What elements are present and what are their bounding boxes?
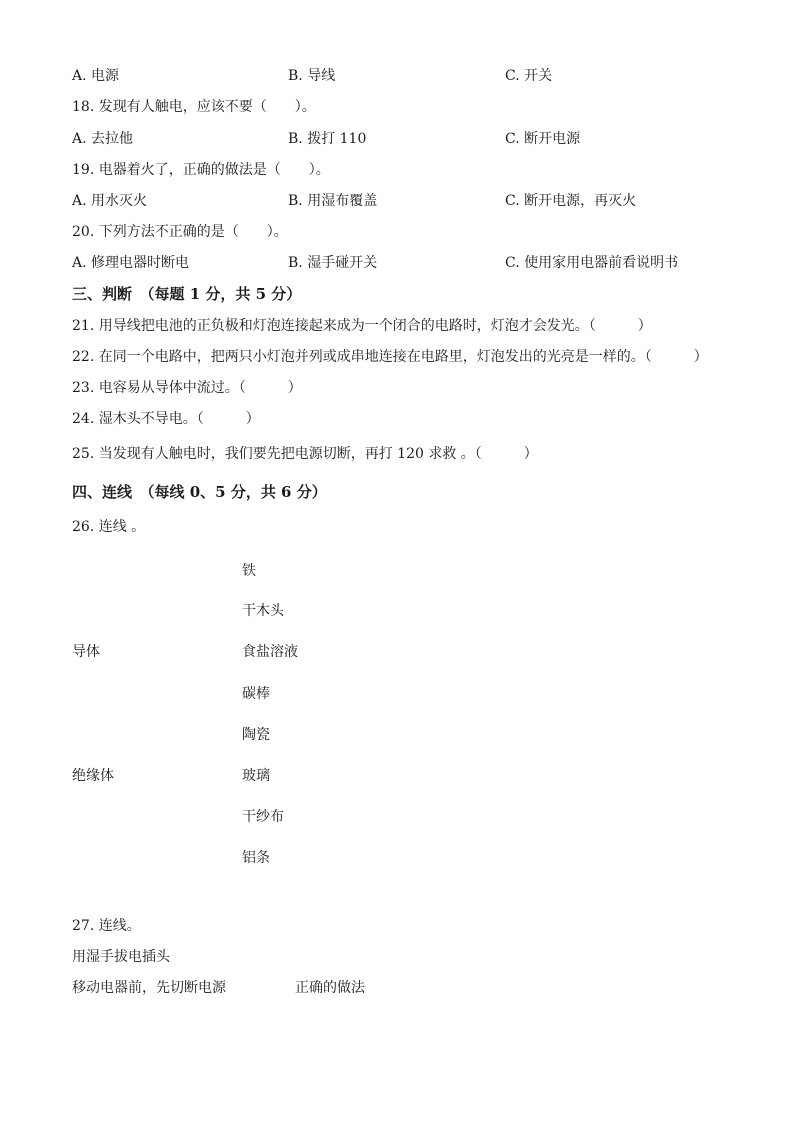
q17-option-c: C. 开关 — [505, 68, 553, 84]
q19-option-c: C. 断开电源，再灭火 — [505, 193, 637, 209]
q17-option-b: B. 导线 — [288, 68, 336, 84]
judgment-24: 24. 湿木头不导电。（ ） — [72, 411, 260, 427]
q19-stem: 19. 电器着火了，正确的做法是（ ）。 — [72, 162, 330, 178]
judgment-21: 21. 用导线把电池的正负极和灯泡连接起来成为一个闭合的电路时，灯泡才会发光。（ ） — [72, 318, 652, 334]
q19-option-a: A. 用水灭火 — [72, 193, 148, 209]
judgment-23: 23. 电容易从导体中流过。（ ） — [72, 380, 302, 396]
section-4-title: 四、连线 （每线 0、5 分，共 6 分） — [72, 483, 327, 501]
judgment-22: 22. 在同一个电路中，把两只小灯泡并列或成串地连接在电路里，灯泡发出的光亮是一样的。（ ） — [72, 349, 708, 365]
material-item: 干纱布 — [242, 809, 284, 825]
q18-option-c: C. 断开电源 — [505, 131, 581, 147]
material-item: 陶瓷 — [242, 727, 270, 743]
q18-option-a: A. 去拉他 — [72, 131, 134, 147]
material-item: 铝条 — [242, 850, 270, 866]
q17-option-a: A. 电源 — [72, 68, 120, 84]
q27-item: 用湿手拔电插头 — [72, 949, 170, 965]
judgment-25: 25. 当发现有人触电时，我们要先把电源切断，再打 120 求救 。（ ） — [72, 446, 538, 462]
q27-target: 正确的做法 — [295, 980, 365, 996]
q20-option-b: B. 湿手碰开关 — [288, 255, 378, 271]
q19-option-b: B. 用湿布覆盖 — [288, 193, 378, 209]
category-conductor: 导体 — [72, 644, 100, 660]
material-item: 干木头 — [242, 603, 284, 619]
q27-stem: 27. 连线。 — [72, 918, 141, 934]
material-item: 食盐溶液 — [242, 644, 298, 660]
q20-stem: 20. 下列方法不正确的是（ ）。 — [72, 224, 288, 240]
q18-stem: 18. 发现有人触电，应该不要（ ）。 — [72, 99, 316, 115]
category-insulator: 绝缘体 — [72, 768, 114, 784]
q20-option-c: C. 使用家用电器前看说明书 — [505, 255, 679, 271]
material-item: 碳棒 — [242, 686, 270, 702]
q27-item: 移动电器前，先切断电源 — [72, 980, 226, 996]
material-item: 铁 — [242, 563, 256, 579]
q18-option-b: B. 拨打 110 — [288, 131, 367, 147]
q20-option-a: A. 修理电器时断电 — [72, 255, 190, 271]
q26-stem: 26. 连线 。 — [72, 519, 146, 535]
section-3-title: 三、判断 （每题 1 分，共 5 分） — [72, 285, 302, 303]
material-item: 玻璃 — [242, 768, 270, 784]
